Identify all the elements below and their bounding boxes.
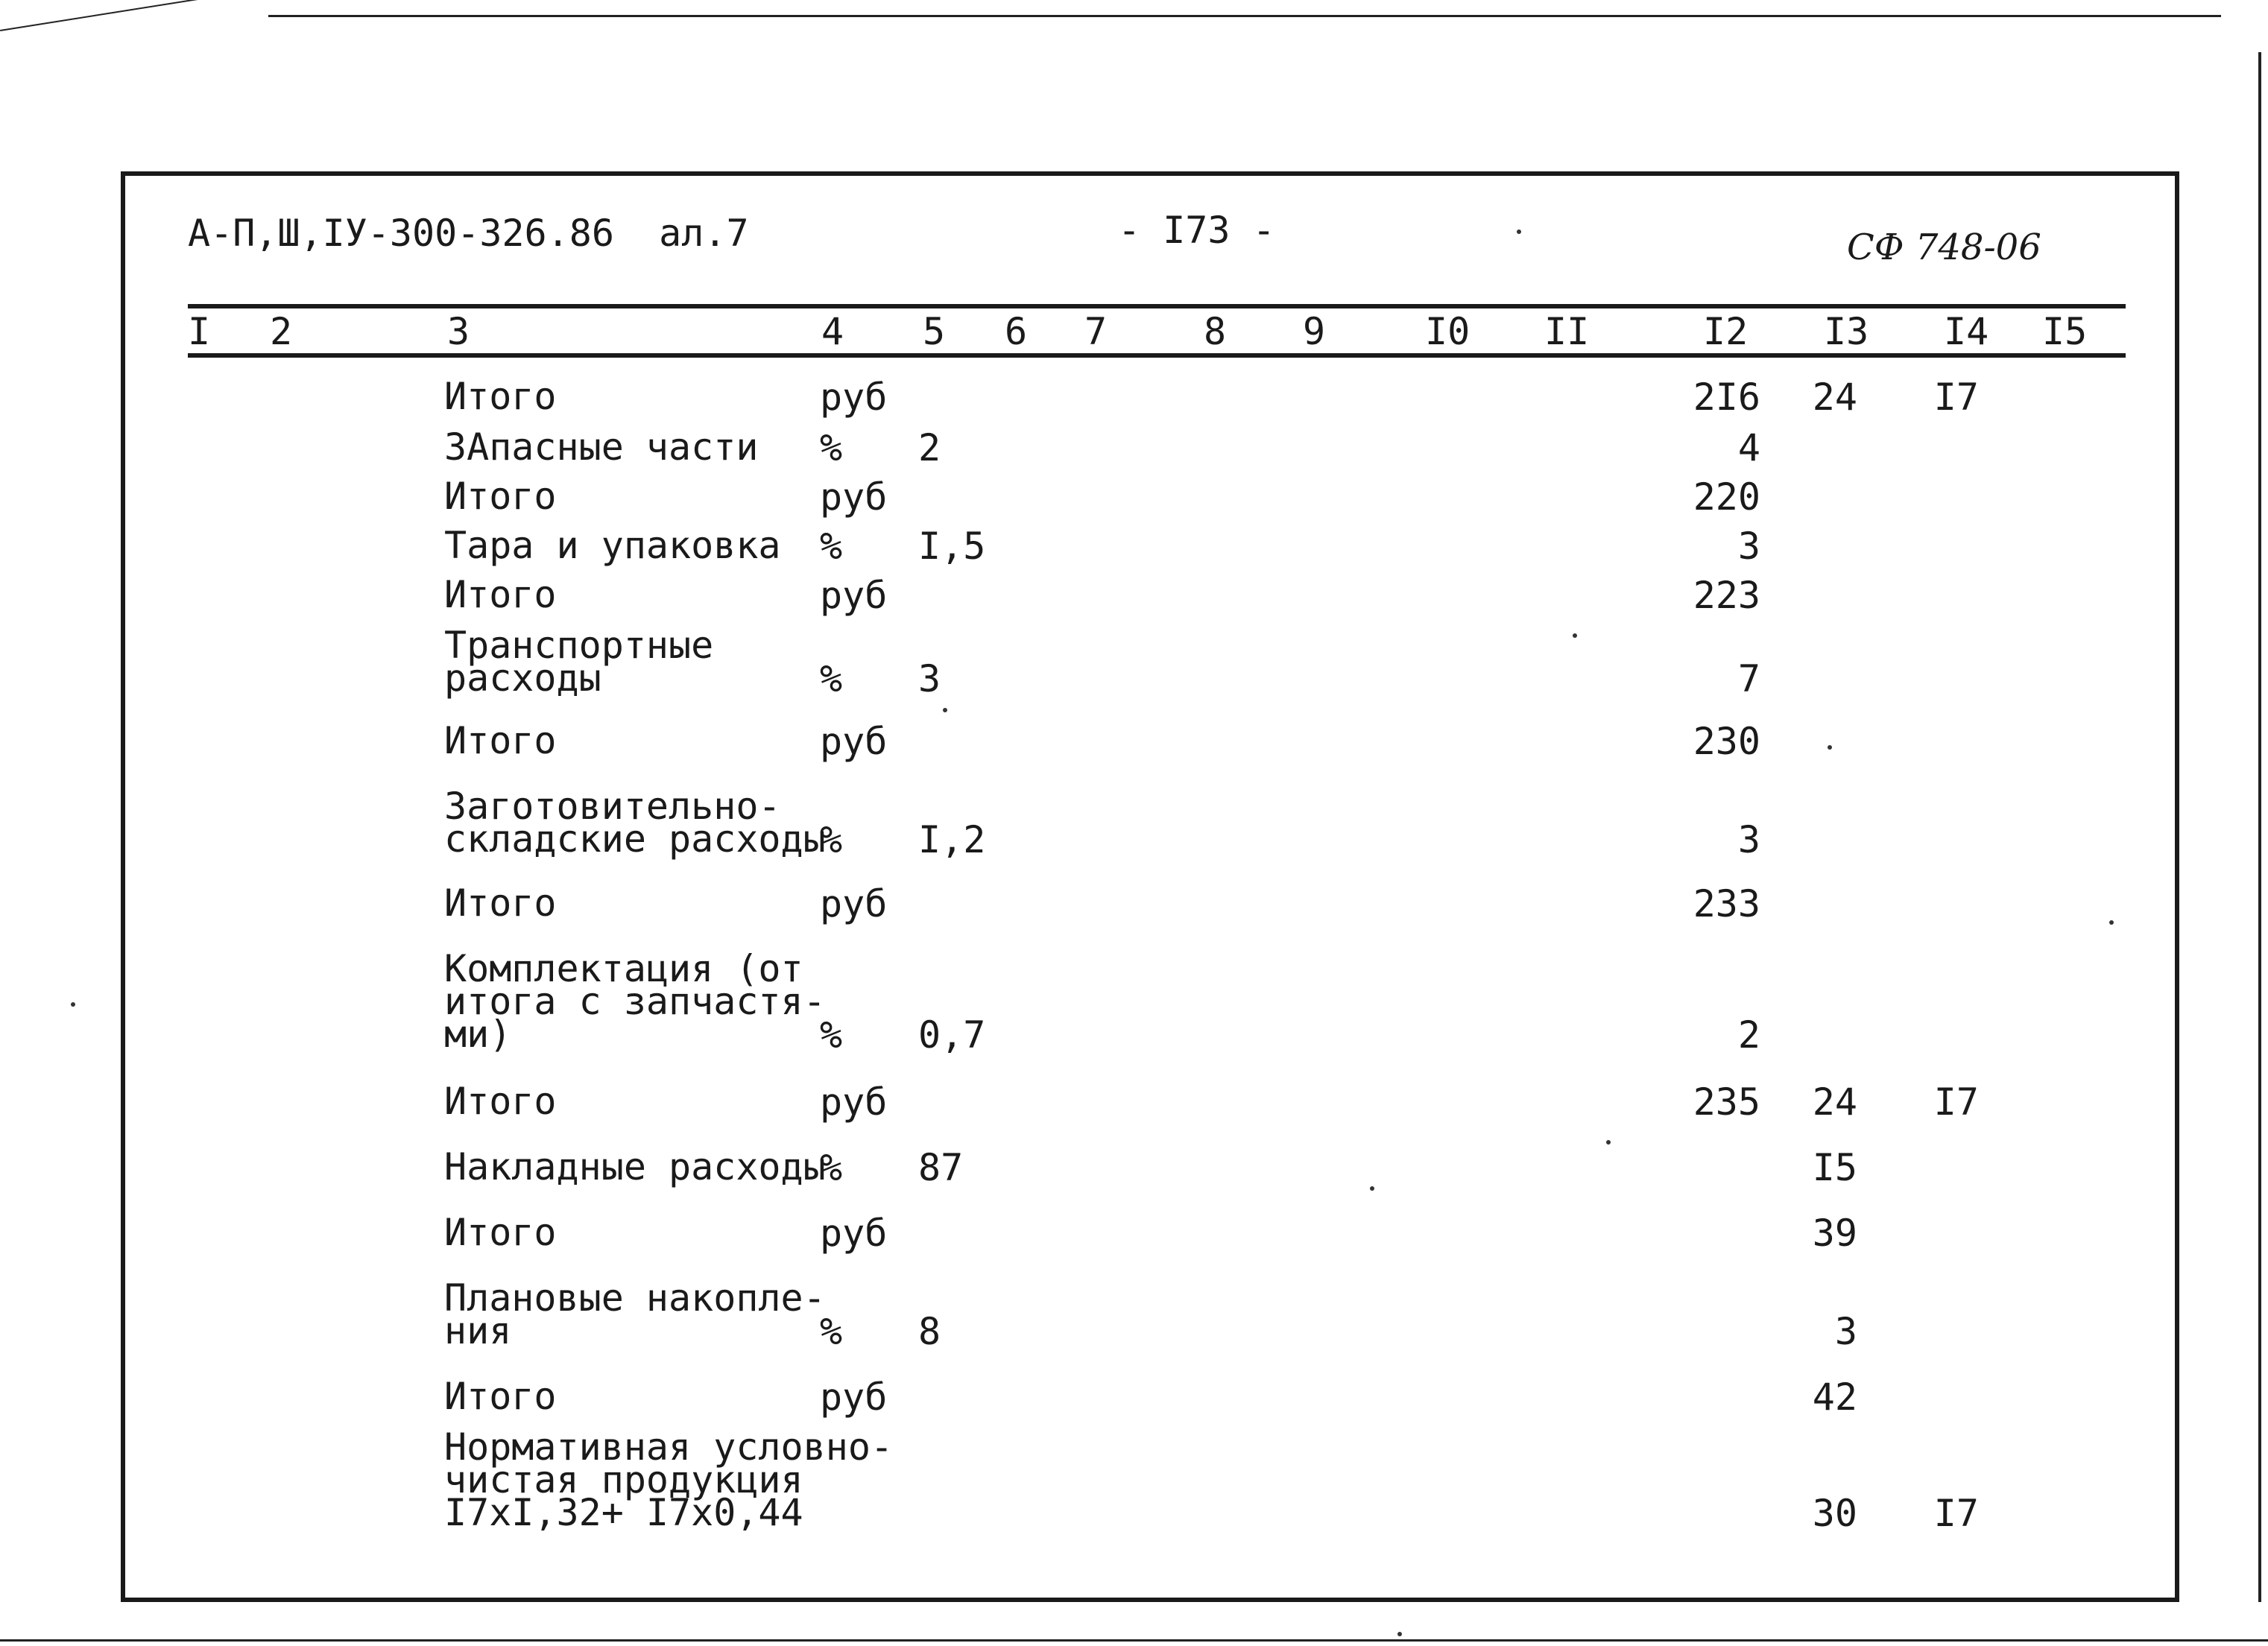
unit-cell: руб (820, 1212, 888, 1255)
row-label: Плановые накопле- (444, 1276, 826, 1320)
unit-cell: руб (820, 574, 888, 617)
row-label: Итого (444, 1080, 557, 1123)
column-number: I5 (2042, 310, 2088, 353)
column-number: 3 (447, 310, 470, 353)
col12-value: 220 (1693, 475, 1760, 519)
speck (1370, 1186, 1374, 1191)
row-label: Нормативная условно- (444, 1425, 894, 1469)
column-number: I3 (1824, 310, 1869, 353)
column-number: I0 (1425, 310, 1471, 353)
speck (1517, 230, 1521, 234)
row-label: Тара и упаковка (444, 524, 781, 567)
row-label: Итого (444, 475, 557, 518)
col13-value: 39 (1812, 1212, 1857, 1255)
scan-edge-right (2258, 52, 2261, 1602)
speck (71, 1002, 75, 1007)
col14-value: I7 (1933, 1492, 1979, 1535)
speck (1606, 1140, 1611, 1145)
col12-value: 4 (1737, 426, 1760, 469)
col13-value: 3 (1834, 1310, 1857, 1353)
unit-cell: % (820, 1146, 843, 1189)
column-number: 5 (923, 310, 946, 353)
col14-value: I7 (1933, 376, 1979, 419)
column-number: I4 (1944, 310, 1989, 353)
col14-value: I7 (1933, 1080, 1979, 1124)
row-label: ЗАпасные части (444, 425, 759, 469)
unit-cell: руб (820, 475, 888, 519)
unit-cell: руб (820, 720, 888, 763)
page-number: - I73 - (1118, 209, 1275, 252)
col13-value: 24 (1812, 376, 1857, 419)
column-number: 7 (1084, 310, 1108, 353)
col13-value: 30 (1812, 1492, 1857, 1535)
unit-cell: руб (820, 882, 888, 925)
rate-cell: 87 (918, 1146, 964, 1189)
rate-cell: 8 (918, 1310, 941, 1353)
unit-cell: руб (820, 1376, 888, 1419)
speck (1828, 745, 1832, 750)
speck (943, 708, 947, 712)
row-label: Итого (444, 1375, 557, 1418)
unit-cell: % (820, 1310, 843, 1353)
row-label: Итого (444, 375, 557, 418)
col12-value: 235 (1693, 1080, 1760, 1124)
rate-cell: I,5 (918, 525, 986, 568)
speck (1397, 1632, 1402, 1636)
unit-cell: % (820, 657, 843, 700)
column-number: I (188, 310, 211, 353)
column-number: II (1544, 310, 1590, 353)
column-number: 4 (821, 310, 844, 353)
row-label: I7xI,32+ I7x0,44 (444, 1491, 803, 1534)
unit-cell: руб (820, 376, 888, 419)
row-label: Накладные расходы (444, 1145, 826, 1188)
row-label: Комплектация (от (444, 947, 803, 990)
col12-value: 230 (1693, 720, 1760, 763)
header-rule-bottom (188, 353, 2126, 358)
column-number: 9 (1303, 310, 1326, 353)
handwritten-stamp: СФ 748-06 (1847, 227, 2041, 268)
row-label: ми) (444, 1013, 512, 1056)
row-label: итога с запчастя- (444, 980, 826, 1023)
rate-cell: 2 (918, 426, 941, 469)
row-label: Итого (444, 719, 557, 762)
row-label: Итого (444, 881, 557, 925)
header-rule-top (188, 304, 2126, 308)
row-label: расходы (444, 656, 601, 700)
row-label: ния (444, 1309, 512, 1352)
row-label: складские расходы (444, 817, 826, 861)
column-number: 8 (1204, 310, 1227, 353)
rate-cell: I,2 (918, 818, 986, 861)
unit-cell: % (820, 818, 843, 861)
row-label: чистая продукция (444, 1458, 803, 1501)
row-label: Транспортные (444, 624, 714, 667)
unit-cell: % (820, 426, 843, 469)
scan-edge-top (268, 15, 2221, 17)
col13-value: 42 (1812, 1376, 1857, 1419)
col13-value: I5 (1812, 1146, 1857, 1189)
row-label: Итого (444, 1211, 557, 1254)
col12-value: 3 (1737, 818, 1760, 861)
unit-cell: руб (820, 1080, 888, 1124)
column-number: 2 (270, 310, 293, 353)
scan-edge-bottom (0, 1639, 2268, 1642)
col12-value: 2I6 (1693, 376, 1760, 419)
col12-value: 3 (1737, 525, 1760, 568)
column-number: I2 (1703, 310, 1749, 353)
column-number: 6 (1005, 310, 1028, 353)
col12-value: 7 (1737, 657, 1760, 700)
scan-edge-top-left (0, 0, 214, 31)
col12-value: 2 (1737, 1013, 1760, 1057)
speck (1573, 633, 1577, 638)
unit-cell: % (820, 525, 843, 568)
row-label: Заготовительно- (444, 785, 781, 828)
unit-cell: % (820, 1013, 843, 1057)
speck (2109, 920, 2114, 925)
col12-value: 233 (1693, 882, 1760, 925)
col13-value: 24 (1812, 1080, 1857, 1124)
rate-cell: 0,7 (918, 1013, 986, 1057)
document-code: А-П,Ш,IУ-300-326.86 ал.7 (188, 212, 749, 255)
rate-cell: 3 (918, 657, 941, 700)
row-label: Итого (444, 573, 557, 616)
col12-value: 223 (1693, 574, 1760, 617)
